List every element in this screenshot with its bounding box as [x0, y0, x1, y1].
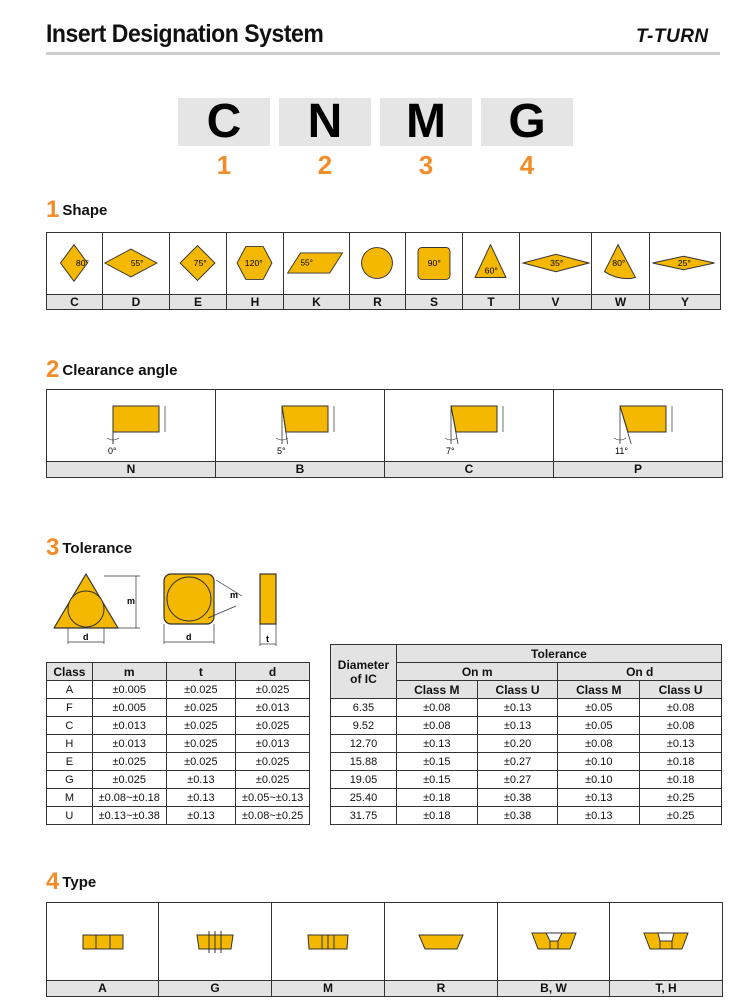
table-cell: ±0.05 [558, 717, 640, 735]
table-cell: ±0.08 [396, 699, 477, 717]
code-letter-3: M [380, 98, 472, 146]
table-cell: ±0.05 [558, 699, 640, 717]
tolerance-diagrams [46, 566, 306, 658]
table-cell: ±0.10 [558, 753, 640, 771]
shape-cell [591, 232, 650, 295]
section-title: Shape [62, 201, 108, 219]
section-tolerance-heading [46, 534, 132, 562]
table-cell: ±0.025 [236, 717, 310, 735]
shape-angle-label: 60° [484, 265, 498, 276]
section-title: Tolerance [62, 539, 133, 557]
section-title: Type [62, 873, 97, 891]
table-cell: ±0.25 [640, 789, 722, 807]
clearance-angle-label: 7° [446, 446, 455, 456]
section-shape-heading [46, 196, 107, 224]
table-cell: ±0.013 [92, 717, 166, 735]
table-cell: 12.70 [331, 735, 397, 753]
shape-angle-label: 80° [75, 257, 90, 268]
shape-code-label: R [349, 294, 406, 310]
shape-w-icon [592, 233, 648, 293]
code-letter-2: N [279, 98, 371, 146]
ic-sub-header: Class M [396, 681, 477, 699]
table-cell: M [47, 789, 93, 807]
shape-angle-label: 90° [427, 257, 441, 268]
type-5-icon [498, 903, 608, 979]
table-cell: ±0.005 [92, 699, 166, 717]
table-cell: ±0.13 [477, 699, 558, 717]
shape-cell [226, 232, 284, 295]
class-table-header: m [92, 663, 166, 681]
section-title: Clearance angle [62, 361, 178, 379]
shape-d-icon [103, 233, 168, 293]
clearance-n-diagram [47, 390, 214, 460]
shape-code-label: E [169, 294, 227, 310]
shape-code-label: S [405, 294, 463, 310]
shape-code-label: H [226, 294, 284, 310]
type-1-icon [47, 903, 157, 979]
table-row [331, 735, 722, 753]
shape-code-label: T [462, 294, 520, 310]
table-cell: ±0.08~±0.18 [92, 789, 166, 807]
shape-angle-label: 120° [244, 257, 263, 268]
table-cell: ±0.13~±0.38 [92, 807, 166, 825]
clearance-code-label: N [46, 461, 216, 478]
table-row [331, 771, 722, 789]
type-3-icon [272, 903, 383, 979]
table-cell: G [47, 771, 93, 789]
table-cell: ±0.08 [640, 699, 722, 717]
on-d-header: On d [558, 663, 722, 681]
ic-sub-header: Class U [477, 681, 558, 699]
table-cell: ±0.13 [166, 789, 236, 807]
table-row [47, 771, 310, 789]
type-code-label: M [271, 980, 385, 997]
table-cell: ±0.025 [166, 735, 236, 753]
table-cell: 25.40 [331, 789, 397, 807]
shape-c-icon [47, 233, 101, 293]
section-clearance-heading [46, 356, 177, 384]
table-cell: ±0.15 [396, 771, 477, 789]
table-cell: F [47, 699, 93, 717]
clearance-angle-label: 0° [108, 446, 117, 456]
table-row [47, 753, 310, 771]
table-cell: ±0.025 [92, 753, 166, 771]
table-cell: ±0.27 [477, 771, 558, 789]
clearance-angle-label: 5° [277, 446, 286, 456]
table-cell: 19.05 [331, 771, 397, 789]
clearance-c-diagram [385, 390, 552, 460]
diameter-header: Diameter of IC [331, 645, 397, 699]
shape-code-label: V [519, 294, 592, 310]
table-cell: ±0.18 [396, 807, 477, 825]
table-cell: ±0.005 [92, 681, 166, 699]
code-number-3: 3 [418, 150, 434, 180]
table-cell: 31.75 [331, 807, 397, 825]
code-number-4: 4 [519, 150, 535, 180]
table-cell: ±0.20 [477, 735, 558, 753]
table-row [47, 699, 310, 717]
table-row [47, 735, 310, 753]
shape-cell [462, 232, 520, 295]
table-cell: ±0.025 [166, 681, 236, 699]
clearance-p-diagram [554, 390, 721, 460]
table-row [331, 699, 722, 717]
square-insert-diagram [164, 574, 242, 644]
d-label: d [83, 632, 89, 642]
shape-cell [349, 232, 406, 295]
table-cell: ±0.08 [396, 717, 477, 735]
table-cell: ±0.27 [477, 753, 558, 771]
d-label-2: d [186, 632, 192, 642]
table-row [331, 807, 722, 825]
shape-y-icon [650, 233, 719, 293]
code-letter-1: C [178, 98, 270, 146]
table-cell: ±0.10 [558, 771, 640, 789]
type-cell [158, 902, 272, 981]
table-cell: ±0.08~±0.25 [236, 807, 310, 825]
clearance-code-label: B [215, 461, 385, 478]
table-row [331, 717, 722, 735]
class-tolerance-table [46, 662, 310, 825]
type-cell [271, 902, 385, 981]
table-cell: ±0.025 [236, 681, 310, 699]
code-letter-4: G [481, 98, 573, 146]
shape-cell [46, 232, 103, 295]
table-cell: U [47, 807, 93, 825]
clearance-cell [215, 389, 385, 462]
table-cell: ±0.013 [236, 735, 310, 753]
type-code-label: G [158, 980, 272, 997]
clearance-code-label: C [384, 461, 554, 478]
shape-cell [519, 232, 592, 295]
table-cell: 15.88 [331, 753, 397, 771]
table-cell: ±0.025 [166, 753, 236, 771]
class-table-header: Class [47, 663, 93, 681]
table-cell: ±0.025 [236, 771, 310, 789]
table-row [331, 753, 722, 771]
shape-v-icon [520, 233, 590, 293]
table-cell: ±0.025 [92, 771, 166, 789]
type-code-label: R [384, 980, 498, 997]
section-type-heading [46, 868, 96, 896]
shape-cell [649, 232, 721, 295]
type-code-label: A [46, 980, 159, 997]
section-number: 2 [46, 356, 60, 383]
table-cell: ±0.15 [396, 753, 477, 771]
table-row [47, 681, 310, 699]
table-cell: 6.35 [331, 699, 397, 717]
section-number: 1 [46, 196, 60, 223]
shape-angle-label: 25° [677, 257, 691, 268]
table-cell: A [47, 681, 93, 699]
page-title: Insert Designation System [46, 20, 324, 48]
table-cell: ±0.38 [477, 807, 558, 825]
clearance-cell [384, 389, 554, 462]
clearance-angle-label: 11° [615, 446, 628, 456]
table-cell: ±0.025 [236, 753, 310, 771]
clearance-cell [46, 389, 216, 462]
shape-cell [283, 232, 350, 295]
table-row [331, 789, 722, 807]
code-number-1: 1 [216, 150, 232, 180]
header-rule [46, 52, 720, 55]
ic-sub-header: Class U [640, 681, 722, 699]
type-6-icon [610, 903, 721, 979]
type-cell [609, 902, 723, 981]
code-number-2: 2 [317, 150, 333, 180]
type-cell [497, 902, 610, 981]
table-cell: 9.52 [331, 717, 397, 735]
shape-cell [102, 232, 170, 295]
thickness-diagram [260, 574, 276, 646]
shape-cell [169, 232, 227, 295]
class-table-header: d [236, 663, 310, 681]
shape-code-label: K [283, 294, 350, 310]
type-code-label: B, W [497, 980, 610, 997]
table-cell: ±0.38 [477, 789, 558, 807]
type-4-icon [385, 903, 496, 979]
shape-code-label: Y [649, 294, 721, 310]
type-cell [46, 902, 159, 981]
section-number: 3 [46, 534, 60, 561]
table-cell: ±0.13 [640, 735, 722, 753]
shape-r-icon [350, 233, 404, 293]
clearance-b-diagram [216, 390, 383, 460]
shape-h-icon [227, 233, 282, 293]
shape-angle-label: 55° [300, 258, 313, 268]
type-code-label: T, H [609, 980, 723, 997]
m-label: m [127, 596, 136, 606]
table-cell: ±0.25 [640, 807, 722, 825]
type-2-icon [159, 903, 270, 979]
on-m-header: On m [396, 663, 558, 681]
table-cell: ±0.08 [640, 717, 722, 735]
shape-cell [405, 232, 463, 295]
table-cell: E [47, 753, 93, 771]
shape-t-icon [463, 233, 518, 293]
shape-angle-label: 35° [550, 257, 564, 268]
shape-s-icon [406, 233, 461, 293]
triangle-insert-diagram [54, 574, 140, 644]
section-number: 4 [46, 868, 60, 895]
t-label: t [266, 634, 269, 644]
table-row [47, 807, 310, 825]
table-cell: ±0.18 [640, 771, 722, 789]
table-cell: ±0.08 [558, 735, 640, 753]
shape-k-icon [284, 233, 348, 293]
table-cell: ±0.13 [166, 807, 236, 825]
shape-code-label: C [46, 294, 103, 310]
shape-angle-label: 75° [193, 257, 207, 268]
shape-code-label: D [102, 294, 170, 310]
shape-angle-label: 80° [612, 257, 626, 268]
clearance-cell [553, 389, 723, 462]
table-cell: ±0.05~±0.13 [236, 789, 310, 807]
clearance-code-label: P [553, 461, 723, 478]
table-cell: ±0.13 [558, 807, 640, 825]
table-cell: ±0.18 [640, 753, 722, 771]
m-label-2: m [230, 590, 239, 600]
table-row [47, 717, 310, 735]
table-row [47, 789, 310, 807]
shape-angle-label: 55° [130, 257, 144, 268]
table-cell: C [47, 717, 93, 735]
table-cell: ±0.013 [92, 735, 166, 753]
ic-sub-header: Class M [558, 681, 640, 699]
brand-logo: T-TURN [636, 26, 709, 47]
tolerance-header: Tolerance [396, 645, 721, 663]
type-cell [384, 902, 498, 981]
table-cell: ±0.025 [166, 699, 236, 717]
table-cell: ±0.013 [236, 699, 310, 717]
shape-e-icon [170, 233, 225, 293]
shape-code-label: W [591, 294, 650, 310]
table-cell: ±0.13 [558, 789, 640, 807]
table-cell: ±0.18 [396, 789, 477, 807]
table-cell: ±0.025 [166, 717, 236, 735]
table-cell: ±0.13 [396, 735, 477, 753]
table-cell: H [47, 735, 93, 753]
ic-tolerance-table [330, 644, 722, 825]
table-cell: ±0.13 [166, 771, 236, 789]
class-table-header: t [166, 663, 236, 681]
table-cell: ±0.13 [477, 717, 558, 735]
